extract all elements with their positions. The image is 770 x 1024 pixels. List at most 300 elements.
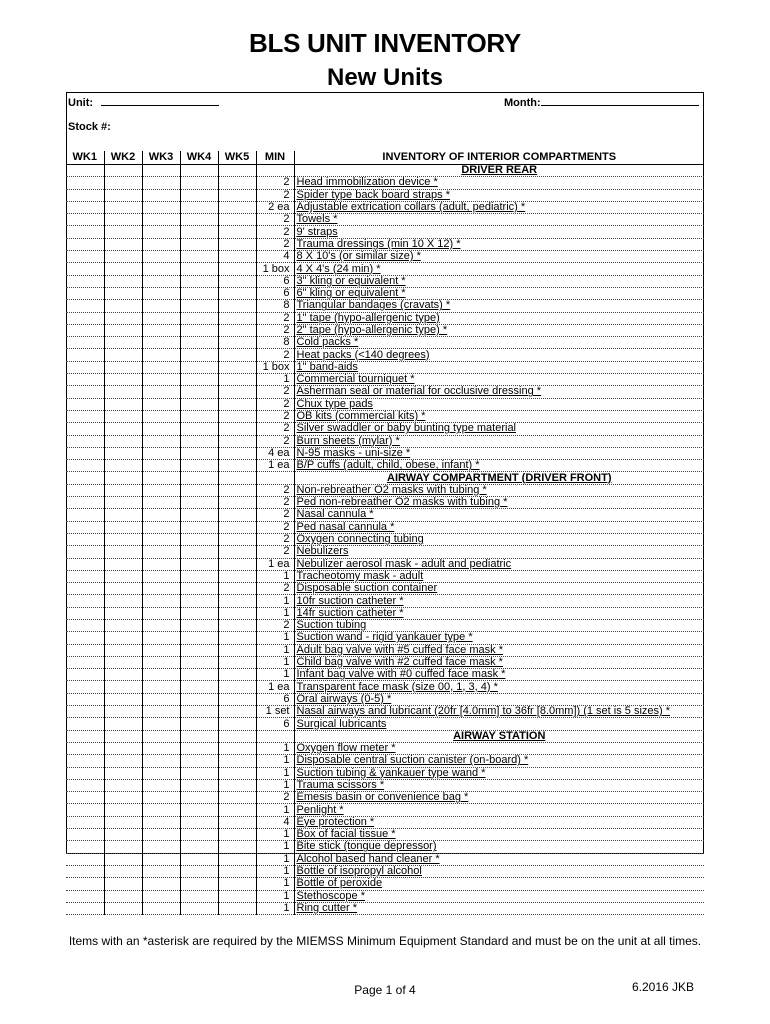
- check-cell-wk2[interactable]: [104, 460, 142, 472]
- unit-blank[interactable]: [101, 95, 219, 106]
- check-cell-wk3[interactable]: [142, 263, 180, 275]
- unit-field[interactable]: [68, 95, 219, 109]
- check-cell-wk3[interactable]: [142, 275, 180, 287]
- check-cell-wk4[interactable]: [180, 865, 218, 877]
- check-cell-wk2[interactable]: [104, 829, 142, 841]
- check-cell-wk4[interactable]: [180, 398, 218, 410]
- check-cell-wk4[interactable]: [180, 792, 218, 804]
- check-cell-wk2[interactable]: [104, 595, 142, 607]
- check-cell-wk2[interactable]: [104, 706, 142, 718]
- check-cell-wk4[interactable]: [180, 435, 218, 447]
- check-cell-wk2[interactable]: [104, 521, 142, 533]
- check-cell-wk4[interactable]: [180, 275, 218, 287]
- check-cell-wk3[interactable]: [142, 312, 180, 324]
- check-cell-wk5[interactable]: [218, 767, 256, 779]
- check-cell-wk5[interactable]: [218, 816, 256, 828]
- check-cell-wk4[interactable]: [180, 521, 218, 533]
- check-cell-wk4[interactable]: [180, 902, 218, 914]
- check-cell-wk2[interactable]: [104, 755, 142, 767]
- check-cell-wk1[interactable]: [66, 656, 104, 668]
- check-cell-wk2[interactable]: [104, 312, 142, 324]
- check-cell-wk2[interactable]: [104, 583, 142, 595]
- check-cell-wk1[interactable]: [66, 214, 104, 226]
- check-cell-wk1[interactable]: [66, 287, 104, 299]
- check-cell-wk3[interactable]: [142, 447, 180, 459]
- check-cell-wk5[interactable]: [218, 165, 256, 177]
- check-cell-wk2[interactable]: [104, 558, 142, 570]
- check-cell-wk1[interactable]: [66, 251, 104, 263]
- check-cell-wk1[interactable]: [66, 693, 104, 705]
- check-cell-wk4[interactable]: [180, 558, 218, 570]
- check-cell-wk3[interactable]: [142, 779, 180, 791]
- check-cell-wk1[interactable]: [66, 829, 104, 841]
- check-cell-wk4[interactable]: [180, 730, 218, 742]
- check-cell-wk5[interactable]: [218, 669, 256, 681]
- check-cell-wk4[interactable]: [180, 509, 218, 521]
- check-cell-wk1[interactable]: [66, 349, 104, 361]
- check-cell-wk5[interactable]: [218, 497, 256, 509]
- check-cell-wk3[interactable]: [142, 632, 180, 644]
- check-cell-wk3[interactable]: [142, 816, 180, 828]
- check-cell-wk1[interactable]: [66, 410, 104, 422]
- check-cell-wk3[interactable]: [142, 165, 180, 177]
- check-cell-wk5[interactable]: [218, 238, 256, 250]
- check-cell-wk5[interactable]: [218, 902, 256, 914]
- check-cell-wk1[interactable]: [66, 423, 104, 435]
- check-cell-wk2[interactable]: [104, 361, 142, 373]
- check-cell-wk1[interactable]: [66, 201, 104, 213]
- check-cell-wk5[interactable]: [218, 546, 256, 558]
- check-cell-wk5[interactable]: [218, 300, 256, 312]
- check-cell-wk5[interactable]: [218, 410, 256, 422]
- check-cell-wk4[interactable]: [180, 804, 218, 816]
- check-cell-wk4[interactable]: [180, 755, 218, 767]
- check-cell-wk5[interactable]: [218, 632, 256, 644]
- check-cell-wk5[interactable]: [218, 853, 256, 865]
- check-cell-wk2[interactable]: [104, 853, 142, 865]
- check-cell-wk5[interactable]: [218, 435, 256, 447]
- check-cell-wk2[interactable]: [104, 632, 142, 644]
- check-cell-wk5[interactable]: [218, 890, 256, 902]
- check-cell-wk1[interactable]: [66, 337, 104, 349]
- check-cell-wk2[interactable]: [104, 865, 142, 877]
- check-cell-wk2[interactable]: [104, 300, 142, 312]
- check-cell-wk3[interactable]: [142, 484, 180, 496]
- check-cell-wk5[interactable]: [218, 718, 256, 730]
- check-cell-wk4[interactable]: [180, 570, 218, 582]
- check-cell-wk3[interactable]: [142, 287, 180, 299]
- check-cell-wk5[interactable]: [218, 312, 256, 324]
- check-cell-wk4[interactable]: [180, 497, 218, 509]
- check-cell-wk3[interactable]: [142, 878, 180, 890]
- check-cell-wk4[interactable]: [180, 238, 218, 250]
- check-cell-wk2[interactable]: [104, 509, 142, 521]
- check-cell-wk1[interactable]: [66, 706, 104, 718]
- check-cell-wk3[interactable]: [142, 656, 180, 668]
- check-cell-wk5[interactable]: [218, 324, 256, 336]
- check-cell-wk4[interactable]: [180, 484, 218, 496]
- check-cell-wk5[interactable]: [218, 275, 256, 287]
- check-cell-wk1[interactable]: [66, 398, 104, 410]
- check-cell-wk2[interactable]: [104, 214, 142, 226]
- check-cell-wk2[interactable]: [104, 447, 142, 459]
- check-cell-wk4[interactable]: [180, 349, 218, 361]
- check-cell-wk4[interactable]: [180, 829, 218, 841]
- check-cell-wk3[interactable]: [142, 829, 180, 841]
- check-cell-wk2[interactable]: [104, 779, 142, 791]
- check-cell-wk5[interactable]: [218, 779, 256, 791]
- check-cell-wk2[interactable]: [104, 398, 142, 410]
- check-cell-wk5[interactable]: [218, 656, 256, 668]
- check-cell-wk3[interactable]: [142, 226, 180, 238]
- check-cell-wk2[interactable]: [104, 730, 142, 742]
- check-cell-wk5[interactable]: [218, 177, 256, 189]
- check-cell-wk5[interactable]: [218, 472, 256, 484]
- check-cell-wk2[interactable]: [104, 902, 142, 914]
- check-cell-wk1[interactable]: [66, 300, 104, 312]
- check-cell-wk4[interactable]: [180, 165, 218, 177]
- check-cell-wk2[interactable]: [104, 238, 142, 250]
- check-cell-wk3[interactable]: [142, 546, 180, 558]
- check-cell-wk2[interactable]: [104, 656, 142, 668]
- check-cell-wk2[interactable]: [104, 546, 142, 558]
- check-cell-wk4[interactable]: [180, 816, 218, 828]
- check-cell-wk3[interactable]: [142, 595, 180, 607]
- check-cell-wk2[interactable]: [104, 497, 142, 509]
- check-cell-wk2[interactable]: [104, 570, 142, 582]
- check-cell-wk3[interactable]: [142, 398, 180, 410]
- check-cell-wk3[interactable]: [142, 337, 180, 349]
- check-cell-wk1[interactable]: [66, 607, 104, 619]
- check-cell-wk4[interactable]: [180, 841, 218, 853]
- check-cell-wk3[interactable]: [142, 804, 180, 816]
- check-cell-wk1[interactable]: [66, 361, 104, 373]
- check-cell-wk5[interactable]: [218, 878, 256, 890]
- check-cell-wk3[interactable]: [142, 189, 180, 201]
- check-cell-wk4[interactable]: [180, 681, 218, 693]
- check-cell-wk3[interactable]: [142, 509, 180, 521]
- check-cell-wk4[interactable]: [180, 878, 218, 890]
- check-cell-wk3[interactable]: [142, 706, 180, 718]
- check-cell-wk3[interactable]: [142, 718, 180, 730]
- check-cell-wk4[interactable]: [180, 324, 218, 336]
- check-cell-wk1[interactable]: [66, 374, 104, 386]
- check-cell-wk5[interactable]: [218, 460, 256, 472]
- check-cell-wk3[interactable]: [142, 177, 180, 189]
- check-cell-wk1[interactable]: [66, 324, 104, 336]
- check-cell-wk1[interactable]: [66, 865, 104, 877]
- check-cell-wk4[interactable]: [180, 583, 218, 595]
- check-cell-wk1[interactable]: [66, 484, 104, 496]
- check-cell-wk4[interactable]: [180, 287, 218, 299]
- check-cell-wk3[interactable]: [142, 521, 180, 533]
- check-cell-wk3[interactable]: [142, 374, 180, 386]
- check-cell-wk4[interactable]: [180, 189, 218, 201]
- check-cell-wk5[interactable]: [218, 583, 256, 595]
- check-cell-wk4[interactable]: [180, 177, 218, 189]
- check-cell-wk1[interactable]: [66, 792, 104, 804]
- check-cell-wk4[interactable]: [180, 386, 218, 398]
- check-cell-wk5[interactable]: [218, 755, 256, 767]
- check-cell-wk3[interactable]: [142, 583, 180, 595]
- check-cell-wk2[interactable]: [104, 251, 142, 263]
- check-cell-wk2[interactable]: [104, 374, 142, 386]
- check-cell-wk3[interactable]: [142, 767, 180, 779]
- check-cell-wk1[interactable]: [66, 644, 104, 656]
- check-cell-wk4[interactable]: [180, 644, 218, 656]
- check-cell-wk1[interactable]: [66, 718, 104, 730]
- check-cell-wk2[interactable]: [104, 410, 142, 422]
- check-cell-wk2[interactable]: [104, 644, 142, 656]
- check-cell-wk1[interactable]: [66, 472, 104, 484]
- check-cell-wk4[interactable]: [180, 263, 218, 275]
- check-cell-wk5[interactable]: [218, 484, 256, 496]
- check-cell-wk1[interactable]: [66, 681, 104, 693]
- check-cell-wk2[interactable]: [104, 619, 142, 631]
- check-cell-wk5[interactable]: [218, 706, 256, 718]
- check-cell-wk5[interactable]: [218, 644, 256, 656]
- check-cell-wk3[interactable]: [142, 361, 180, 373]
- check-cell-wk3[interactable]: [142, 238, 180, 250]
- check-cell-wk4[interactable]: [180, 718, 218, 730]
- check-cell-wk1[interactable]: [66, 669, 104, 681]
- check-cell-wk1[interactable]: [66, 533, 104, 545]
- check-cell-wk5[interactable]: [218, 349, 256, 361]
- check-cell-wk4[interactable]: [180, 669, 218, 681]
- check-cell-wk1[interactable]: [66, 435, 104, 447]
- check-cell-wk3[interactable]: [142, 841, 180, 853]
- check-cell-wk3[interactable]: [142, 644, 180, 656]
- check-cell-wk5[interactable]: [218, 287, 256, 299]
- check-cell-wk4[interactable]: [180, 374, 218, 386]
- check-cell-wk3[interactable]: [142, 619, 180, 631]
- check-cell-wk4[interactable]: [180, 460, 218, 472]
- check-cell-wk1[interactable]: [66, 853, 104, 865]
- check-cell-wk1[interactable]: [66, 460, 104, 472]
- check-cell-wk1[interactable]: [66, 742, 104, 754]
- check-cell-wk2[interactable]: [104, 177, 142, 189]
- check-cell-wk1[interactable]: [66, 583, 104, 595]
- check-cell-wk4[interactable]: [180, 656, 218, 668]
- check-cell-wk5[interactable]: [218, 558, 256, 570]
- check-cell-wk4[interactable]: [180, 632, 218, 644]
- check-cell-wk2[interactable]: [104, 287, 142, 299]
- check-cell-wk4[interactable]: [180, 693, 218, 705]
- check-cell-wk1[interactable]: [66, 816, 104, 828]
- check-cell-wk2[interactable]: [104, 226, 142, 238]
- check-cell-wk4[interactable]: [180, 472, 218, 484]
- check-cell-wk1[interactable]: [66, 878, 104, 890]
- check-cell-wk1[interactable]: [66, 595, 104, 607]
- check-cell-wk3[interactable]: [142, 669, 180, 681]
- check-cell-wk5[interactable]: [218, 337, 256, 349]
- check-cell-wk5[interactable]: [218, 841, 256, 853]
- check-cell-wk4[interactable]: [180, 742, 218, 754]
- check-cell-wk5[interactable]: [218, 201, 256, 213]
- check-cell-wk5[interactable]: [218, 189, 256, 201]
- check-cell-wk2[interactable]: [104, 435, 142, 447]
- check-cell-wk5[interactable]: [218, 214, 256, 226]
- check-cell-wk1[interactable]: [66, 189, 104, 201]
- check-cell-wk1[interactable]: [66, 570, 104, 582]
- check-cell-wk2[interactable]: [104, 275, 142, 287]
- check-cell-wk4[interactable]: [180, 767, 218, 779]
- check-cell-wk4[interactable]: [180, 546, 218, 558]
- check-cell-wk5[interactable]: [218, 607, 256, 619]
- check-cell-wk3[interactable]: [142, 300, 180, 312]
- check-cell-wk1[interactable]: [66, 312, 104, 324]
- check-cell-wk4[interactable]: [180, 595, 218, 607]
- check-cell-wk3[interactable]: [142, 472, 180, 484]
- check-cell-wk3[interactable]: [142, 570, 180, 582]
- check-cell-wk2[interactable]: [104, 718, 142, 730]
- check-cell-wk4[interactable]: [180, 337, 218, 349]
- check-cell-wk5[interactable]: [218, 792, 256, 804]
- check-cell-wk1[interactable]: [66, 177, 104, 189]
- check-cell-wk5[interactable]: [218, 447, 256, 459]
- check-cell-wk1[interactable]: [66, 767, 104, 779]
- check-cell-wk2[interactable]: [104, 533, 142, 545]
- check-cell-wk2[interactable]: [104, 165, 142, 177]
- check-cell-wk5[interactable]: [218, 361, 256, 373]
- check-cell-wk5[interactable]: [218, 423, 256, 435]
- check-cell-wk1[interactable]: [66, 226, 104, 238]
- check-cell-wk1[interactable]: [66, 263, 104, 275]
- check-cell-wk3[interactable]: [142, 730, 180, 742]
- check-cell-wk1[interactable]: [66, 841, 104, 853]
- check-cell-wk2[interactable]: [104, 878, 142, 890]
- check-cell-wk3[interactable]: [142, 890, 180, 902]
- check-cell-wk5[interactable]: [218, 398, 256, 410]
- check-cell-wk5[interactable]: [218, 533, 256, 545]
- check-cell-wk1[interactable]: [66, 755, 104, 767]
- check-cell-wk2[interactable]: [104, 693, 142, 705]
- month-blank[interactable]: [541, 95, 699, 106]
- check-cell-wk5[interactable]: [218, 829, 256, 841]
- check-cell-wk1[interactable]: [66, 275, 104, 287]
- check-cell-wk3[interactable]: [142, 497, 180, 509]
- check-cell-wk3[interactable]: [142, 386, 180, 398]
- check-cell-wk4[interactable]: [180, 300, 218, 312]
- check-cell-wk3[interactable]: [142, 865, 180, 877]
- check-cell-wk2[interactable]: [104, 324, 142, 336]
- check-cell-wk4[interactable]: [180, 251, 218, 263]
- check-cell-wk4[interactable]: [180, 890, 218, 902]
- check-cell-wk1[interactable]: [66, 238, 104, 250]
- check-cell-wk3[interactable]: [142, 792, 180, 804]
- check-cell-wk2[interactable]: [104, 792, 142, 804]
- check-cell-wk2[interactable]: [104, 669, 142, 681]
- check-cell-wk3[interactable]: [142, 324, 180, 336]
- check-cell-wk1[interactable]: [66, 497, 104, 509]
- check-cell-wk4[interactable]: [180, 853, 218, 865]
- check-cell-wk3[interactable]: [142, 349, 180, 361]
- check-cell-wk2[interactable]: [104, 767, 142, 779]
- check-cell-wk4[interactable]: [180, 361, 218, 373]
- check-cell-wk2[interactable]: [104, 386, 142, 398]
- check-cell-wk4[interactable]: [180, 619, 218, 631]
- check-cell-wk2[interactable]: [104, 349, 142, 361]
- check-cell-wk2[interactable]: [104, 804, 142, 816]
- check-cell-wk5[interactable]: [218, 595, 256, 607]
- check-cell-wk2[interactable]: [104, 607, 142, 619]
- check-cell-wk2[interactable]: [104, 484, 142, 496]
- check-cell-wk5[interactable]: [218, 521, 256, 533]
- check-cell-wk4[interactable]: [180, 779, 218, 791]
- check-cell-wk3[interactable]: [142, 742, 180, 754]
- check-cell-wk1[interactable]: [66, 165, 104, 177]
- check-cell-wk1[interactable]: [66, 779, 104, 791]
- check-cell-wk3[interactable]: [142, 460, 180, 472]
- check-cell-wk3[interactable]: [142, 853, 180, 865]
- check-cell-wk3[interactable]: [142, 902, 180, 914]
- check-cell-wk3[interactable]: [142, 410, 180, 422]
- check-cell-wk3[interactable]: [142, 435, 180, 447]
- check-cell-wk1[interactable]: [66, 632, 104, 644]
- stock-field[interactable]: [68, 121, 111, 133]
- check-cell-wk3[interactable]: [142, 558, 180, 570]
- check-cell-wk3[interactable]: [142, 214, 180, 226]
- check-cell-wk4[interactable]: [180, 423, 218, 435]
- check-cell-wk1[interactable]: [66, 619, 104, 631]
- check-cell-wk3[interactable]: [142, 533, 180, 545]
- check-cell-wk2[interactable]: [104, 472, 142, 484]
- check-cell-wk3[interactable]: [142, 607, 180, 619]
- check-cell-wk2[interactable]: [104, 816, 142, 828]
- check-cell-wk5[interactable]: [218, 570, 256, 582]
- check-cell-wk5[interactable]: [218, 374, 256, 386]
- check-cell-wk3[interactable]: [142, 201, 180, 213]
- check-cell-wk1[interactable]: [66, 890, 104, 902]
- check-cell-wk4[interactable]: [180, 607, 218, 619]
- check-cell-wk1[interactable]: [66, 804, 104, 816]
- check-cell-wk1[interactable]: [66, 546, 104, 558]
- check-cell-wk5[interactable]: [218, 226, 256, 238]
- check-cell-wk2[interactable]: [104, 263, 142, 275]
- check-cell-wk4[interactable]: [180, 706, 218, 718]
- check-cell-wk3[interactable]: [142, 423, 180, 435]
- check-cell-wk3[interactable]: [142, 693, 180, 705]
- check-cell-wk4[interactable]: [180, 226, 218, 238]
- check-cell-wk5[interactable]: [218, 730, 256, 742]
- check-cell-wk5[interactable]: [218, 509, 256, 521]
- check-cell-wk3[interactable]: [142, 251, 180, 263]
- check-cell-wk5[interactable]: [218, 742, 256, 754]
- check-cell-wk5[interactable]: [218, 693, 256, 705]
- check-cell-wk2[interactable]: [104, 201, 142, 213]
- check-cell-wk4[interactable]: [180, 201, 218, 213]
- check-cell-wk3[interactable]: [142, 681, 180, 693]
- check-cell-wk5[interactable]: [218, 804, 256, 816]
- check-cell-wk5[interactable]: [218, 619, 256, 631]
- check-cell-wk2[interactable]: [104, 337, 142, 349]
- check-cell-wk4[interactable]: [180, 447, 218, 459]
- check-cell-wk5[interactable]: [218, 865, 256, 877]
- check-cell-wk3[interactable]: [142, 755, 180, 767]
- check-cell-wk1[interactable]: [66, 558, 104, 570]
- check-cell-wk5[interactable]: [218, 263, 256, 275]
- check-cell-wk4[interactable]: [180, 410, 218, 422]
- check-cell-wk1[interactable]: [66, 509, 104, 521]
- check-cell-wk2[interactable]: [104, 423, 142, 435]
- check-cell-wk1[interactable]: [66, 447, 104, 459]
- check-cell-wk2[interactable]: [104, 189, 142, 201]
- check-cell-wk5[interactable]: [218, 386, 256, 398]
- check-cell-wk1[interactable]: [66, 902, 104, 914]
- check-cell-wk2[interactable]: [104, 890, 142, 902]
- check-cell-wk4[interactable]: [180, 533, 218, 545]
- check-cell-wk5[interactable]: [218, 251, 256, 263]
